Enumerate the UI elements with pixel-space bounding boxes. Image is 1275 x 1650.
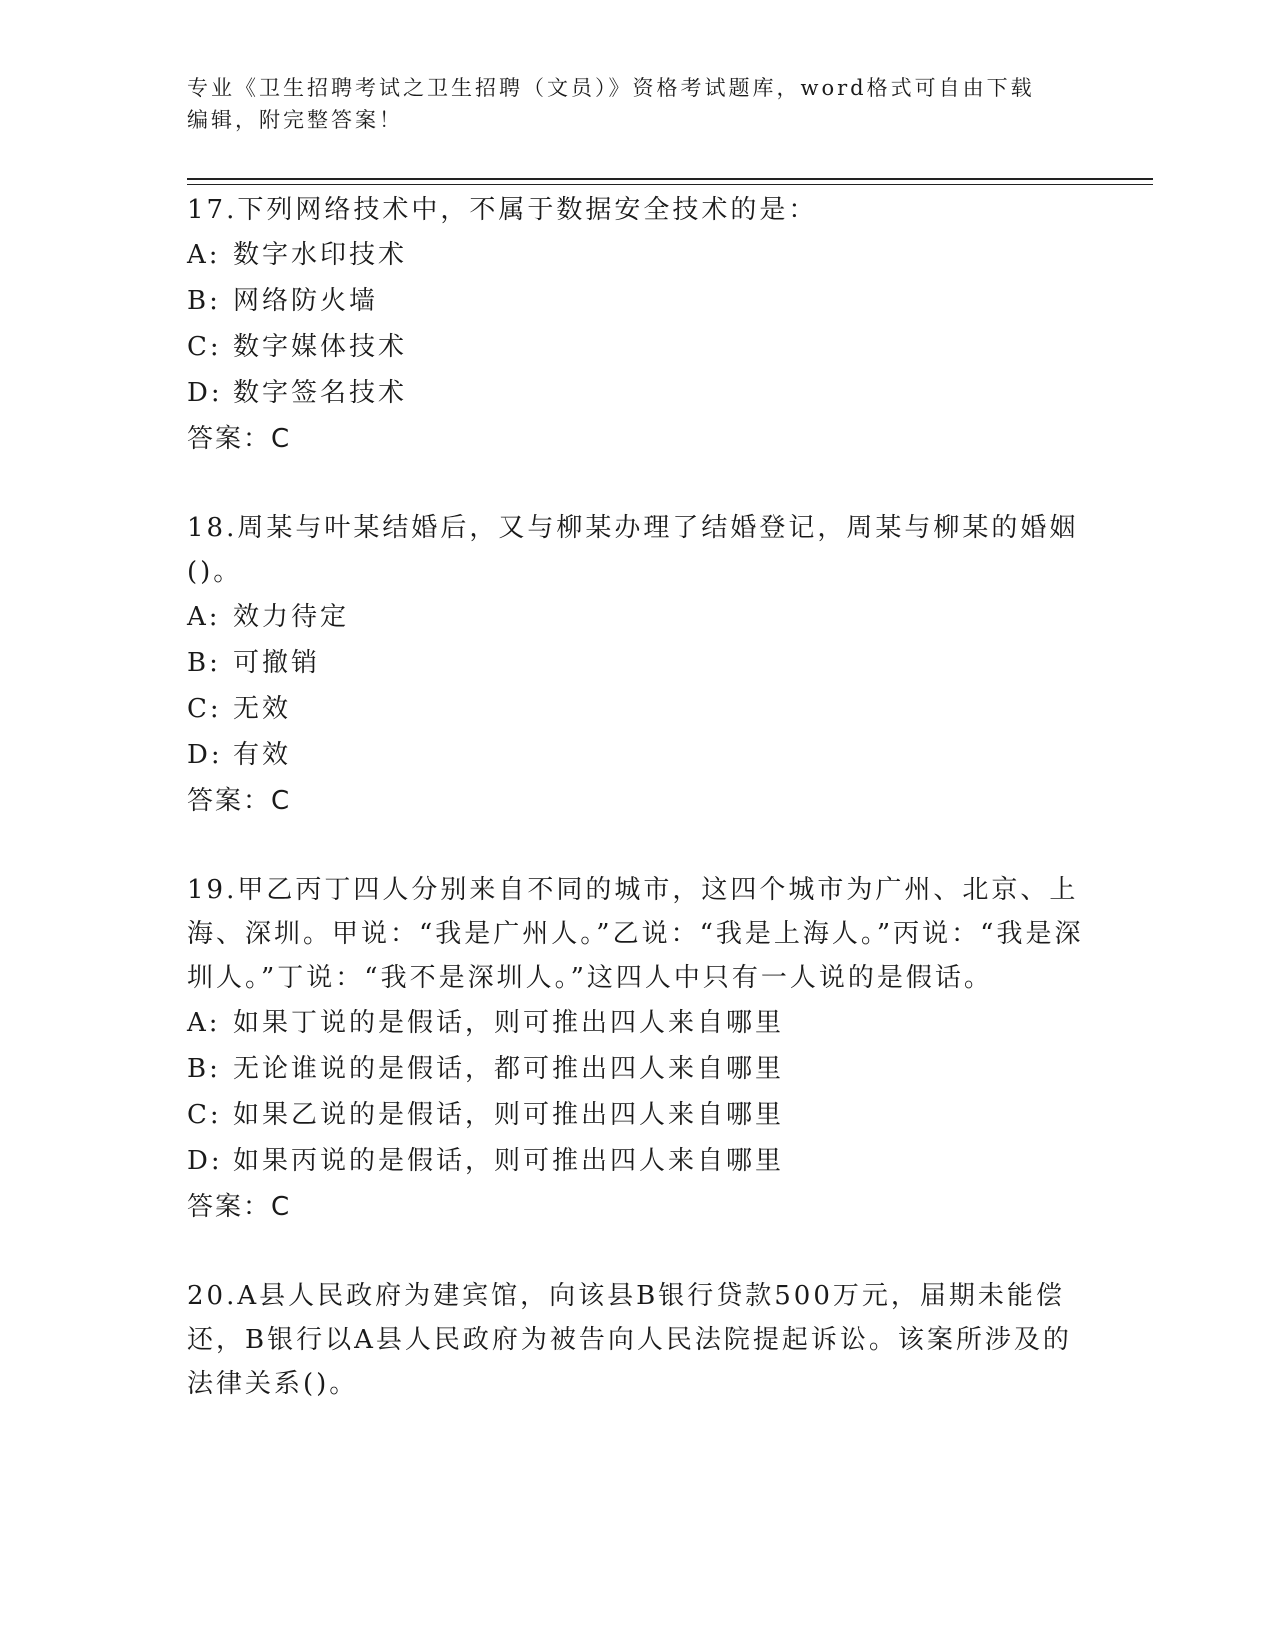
option-a <box>187 1000 1087 1046</box>
option-a <box>187 232 1087 278</box>
option-d <box>187 732 1087 778</box>
question-19 <box>187 868 1087 1230</box>
option-text: 网络防火墙 <box>233 286 379 316</box>
question-stem: 18.周某与叶某结婚后，又与柳某办理了结婚登记，周某与柳某的婚姻()。 <box>187 513 1079 587</box>
header-line-1: 专业《卫生招聘考试之卫生招聘（文员）》资格考试题库，word格式可自由下载 <box>187 76 1035 100</box>
spacer <box>187 462 1087 506</box>
question-list <box>187 188 1087 1406</box>
option-letter: B: <box>187 286 221 316</box>
option-text: 如果丙说的是假话，则可推出四人来自哪里 <box>233 1146 785 1176</box>
option-text: 有效 <box>233 740 292 770</box>
option-text: 效力待定 <box>233 602 350 632</box>
option-c <box>187 686 1087 732</box>
question-stem: 19.甲乙丙丁四人分别来自不同的城市，这四个城市为广州、北京、上海、深圳。甲说：“我是广州人。”乙说：“我是上海人。”丙说：“我是深圳人。”丁说：“我不是深圳人。”这四人中只有一人说的是假话。 <box>187 875 1084 993</box>
option-b <box>187 1046 1087 1092</box>
document-header <box>187 72 1087 136</box>
option-text: 数字水印技术 <box>233 240 408 270</box>
option-c <box>187 1092 1087 1138</box>
answer-label: 答案：C <box>187 1192 292 1222</box>
question-stem: 17.下列网络技术中，不属于数据安全技术的是： <box>187 195 818 225</box>
option-b <box>187 278 1087 324</box>
option-letter: D: <box>187 1146 223 1176</box>
option-text: 无效 <box>233 694 292 724</box>
answer-label: 答案：C <box>187 786 292 816</box>
option-a <box>187 594 1087 640</box>
option-letter: D: <box>187 740 223 770</box>
answer-label: 答案：C <box>187 424 292 454</box>
option-text: 如果丁说的是假话，则可推出四人来自哪里 <box>233 1008 785 1038</box>
option-letter: C: <box>187 1100 222 1130</box>
option-c <box>187 324 1087 370</box>
option-text: 可撤销 <box>233 648 321 678</box>
option-letter: B: <box>187 648 221 678</box>
question-17 <box>187 188 1087 462</box>
option-text: 数字签名技术 <box>233 378 408 408</box>
option-letter: D: <box>187 378 223 408</box>
option-b <box>187 640 1087 686</box>
question-18 <box>187 506 1087 824</box>
option-text: 如果乙说的是假话，则可推出四人来自哪里 <box>233 1100 785 1130</box>
header-divider-thick <box>187 178 1153 180</box>
option-letter: A: <box>187 602 221 632</box>
question-stem: 20.A县人民政府为建宾馆，向该县B银行贷款500万元，届期未能偿还，B银行以A县人民政府为被告向人民法院提起诉讼。该案所涉及的法律关系()。 <box>187 1281 1072 1399</box>
spacer <box>187 824 1087 868</box>
question-20 <box>187 1274 1087 1406</box>
header-line-2: 编辑，附完整答案！ <box>187 108 403 132</box>
option-d <box>187 370 1087 416</box>
option-d <box>187 1138 1087 1184</box>
option-letter: C: <box>187 332 222 362</box>
option-letter: A: <box>187 1008 221 1038</box>
header-divider-thin <box>187 184 1153 185</box>
option-text: 无论谁说的是假话，都可推出四人来自哪里 <box>233 1054 785 1084</box>
option-text: 数字媒体技术 <box>233 332 408 362</box>
option-letter: B: <box>187 1054 221 1084</box>
option-letter: A: <box>187 240 221 270</box>
option-letter: C: <box>187 694 222 724</box>
spacer <box>187 1230 1087 1274</box>
